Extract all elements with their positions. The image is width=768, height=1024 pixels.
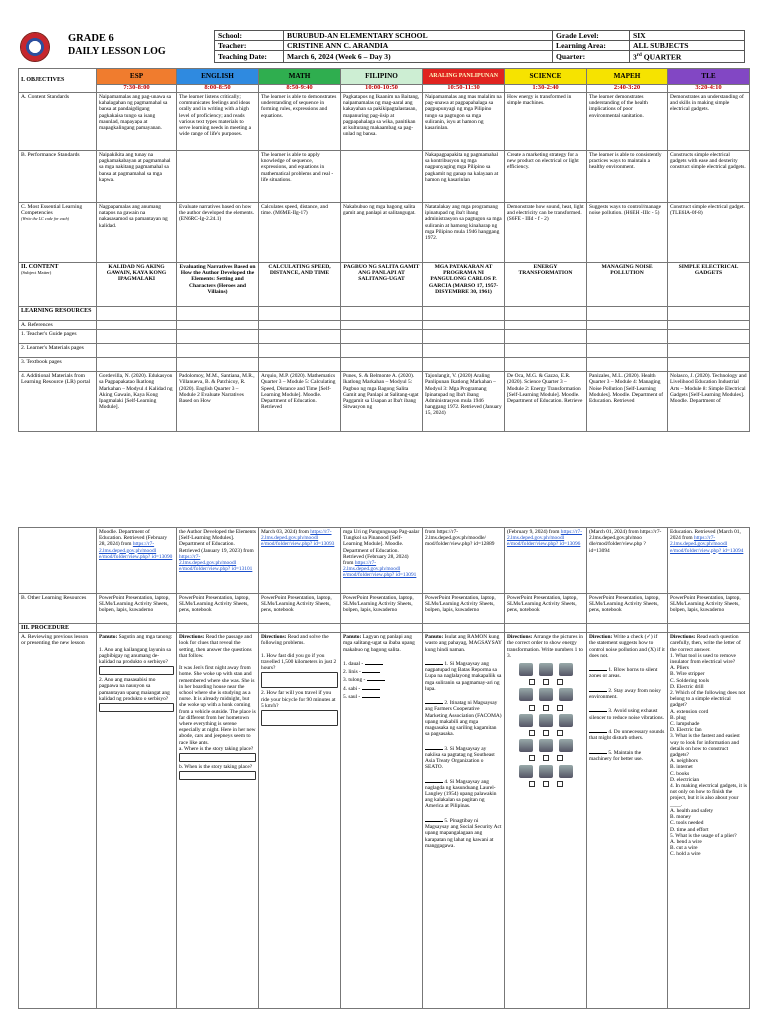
objectives-heading: I. OBJECTIVES bbox=[19, 69, 97, 93]
lesson-log-page-2 bbox=[18, 527, 749, 1013]
answer-box-math-2[interactable] bbox=[261, 710, 338, 726]
other-tle: PowerPoint Presentation, laptop, SLMs/Learning Activity Sheets, bolpen, lapis, kuwaderno bbox=[668, 594, 750, 624]
school-label: School: bbox=[215, 31, 284, 41]
deped-seal-icon bbox=[20, 32, 50, 62]
subject-header-filipino: FILIPINO bbox=[341, 69, 423, 85]
additional-cont-english: the Author Developed the Elements [Self-Learning Modules]. Department of Education. Retrieved (January 19, 2023) from https://r7-2.lms.deped.gov.ph/moodl e/mod/folder/view.php? id=13101 bbox=[177, 528, 259, 594]
quarter-value: 3rd QUARTER bbox=[630, 51, 745, 63]
perf-std-mapeh: The learner is able to consistently practices ways to maintain a healthy environment. bbox=[587, 151, 668, 203]
tle-question-list bbox=[670, 653, 747, 858]
time-math: 8:50-9:40 bbox=[259, 85, 341, 93]
time-esp: 7:30-8:00 bbox=[97, 85, 177, 93]
perf-std-filipino bbox=[341, 151, 423, 203]
subject-header-araling-panlipunan: ARALING PANLIPUNAN bbox=[423, 69, 505, 85]
answer-box-esp-1[interactable] bbox=[99, 666, 174, 675]
additional-esp: Gordevilla, N. (2020). Edukasyon sa Pagpapakatao Ikatlong Markahan – Modyul 4 Kalidad ng Aking Gawain, Kaya Kong Ipagmalaki [Self-Learning Module]. bbox=[97, 372, 177, 432]
perf-std-english bbox=[177, 151, 259, 203]
tle-item: D. electrician bbox=[670, 776, 700, 783]
additional-science: De Oca, M.G. & Gazzo, E.R. (2020). Science Quarter 3 – Module 2: Energy Transformation [Self-Learning Module]. Moodle. Department of Education. Retrieve bbox=[505, 372, 587, 432]
content-math: CALCULATING SPEED, DISTANCE, AND TIME bbox=[259, 263, 341, 307]
picture-icon bbox=[519, 765, 533, 778]
row-label-learners-materials: 2. Learner's Materials pages bbox=[19, 344, 97, 358]
review-tle: Directions: Read each question carefully, then, write the letter of the correct answer. 1. What tool is used to remove insulator from electrical wire? A. Pliers B. Wire stripper C. Soldering tools D. Electric drill 2. Which of the following does not belong to a simple electrical gadget? A. extension cord B. plug C. lampshade D. Electric fan 3. What is the fastest and easiest way to look for information and details on how to construct gadgets? A. neighbors B. internet C. books D. electrician 4. In making electrical gadgets, it is not only on how to finish the project, but it is also about your ____. A. health and safety B. money C. tools needed D. time and effort 5. What is the usage of a plier? A. bend a wire B. cut a wire C. hold a wire bbox=[668, 633, 750, 1009]
tle-item: C. Soldering tools bbox=[670, 677, 710, 684]
additional-cont-araling: from https://r7-2.lms.deped.gov.ph/moodle/ mod/folder/view.php? id=12889 bbox=[423, 528, 505, 594]
area-value: ALL SUBJECTS bbox=[630, 41, 745, 51]
tle-item: B. money bbox=[670, 814, 691, 821]
content-filipino: PAGBUO NG SALITA GAMIT ANG PANLAPI AT SALITANG-UGAT bbox=[341, 263, 423, 307]
link-filipino[interactable]: https://r7-2.lms.deped.gov.ph/moodl e/mod/folder/view.php? id=13091 bbox=[343, 560, 417, 579]
content-mapeh: MANAGING NOISE POLLUTION bbox=[587, 263, 668, 307]
grade-label: Grade Level: bbox=[553, 31, 630, 41]
tle-item: A. extension cord bbox=[670, 708, 709, 715]
content-std-esp: Naipamamalas ang pag-unawa sa kahalagahan ng pagmamahal sa bansa at pandaigdigang pagkakaisa tungo sa isang maunlad, mapayapa at mapagkalingang pamayanan. bbox=[97, 93, 177, 151]
tle-item: 2. Which of the following does not belong to a simple electrical gadget? bbox=[670, 690, 746, 709]
lesson-grid-page-1 bbox=[18, 68, 750, 432]
additional-araling: Tajonlangit, V. (2020) Araling Panlipunan Ikatlong Markahan – Modyul 3: Mga Programang Ipinatupad ng Iba't ibang Administrasyon mula 1946 hanggang 1972. Retrieved (January 15, 2024) bbox=[423, 372, 505, 432]
perf-std-math: The learner is able to apply knowledge of sequence, expressions, and equations in mathematical problems and real -life situations. bbox=[259, 151, 341, 203]
picture-icon bbox=[539, 714, 553, 727]
other-math: PowerPoint Presentation, laptop, SLMs/Learning Activity Sheets, pens, notebook bbox=[259, 594, 341, 624]
content-std-english: The learner listens critically; communicates feelings and ideas orally and in writing with a high level of proficiency; and reads various text types materials to serve learning needs in meeting a wide range of life's purposes. bbox=[177, 93, 259, 151]
tle-item: D. time and effort bbox=[670, 826, 709, 833]
row-label-melc bbox=[19, 203, 97, 263]
area-label: Learning Area: bbox=[553, 41, 630, 51]
time-filipino: 10:00-10:50 bbox=[341, 85, 423, 93]
answer-box-english-a[interactable] bbox=[179, 753, 256, 762]
tle-item: B. Wire stripper bbox=[670, 671, 705, 678]
answer-box-english-b[interactable] bbox=[179, 771, 256, 780]
picture-icon bbox=[519, 714, 533, 727]
picture-icon bbox=[539, 663, 553, 676]
perf-std-araling: Nakapagpapakita ng pagmamahal sa kontribusyon ng mga nagpunyaging mga Pilipino sa pagkamit ng ganap na kalayaan at hamon ng kasarinlan bbox=[423, 151, 505, 203]
energy-pictures bbox=[507, 662, 584, 789]
subject-header-tle: TLE bbox=[668, 69, 750, 85]
content-english: Evaluating Narratives Based on How the Author Developed the Elements: Setting and Characters (Heroes and Villains) bbox=[177, 263, 259, 307]
additional-mapeh: Panizales, M.L. (2020). Health Quarter 3 – Module 4: Managing Noise Pollution [Self-Learning Modules]. Moodle. Department of Education. Retrieved bbox=[587, 372, 668, 432]
content-note: (Subject Matter) bbox=[21, 270, 52, 276]
tle-item: B. cut a wire bbox=[670, 845, 698, 852]
picture-icon bbox=[519, 739, 533, 752]
additional-cont-math: March 03, 2024) from https://r7-2.lms.deped.gov.ph/moodl e/mod/folder/view.php? id=13093 bbox=[259, 528, 341, 594]
tle-item: C. tools needed bbox=[670, 820, 704, 827]
row-label-review: A. Reviewing previous lesson or presenting the new lesson bbox=[19, 633, 97, 1009]
tle-item: 3. What is the fastest and easiest way to look for information and details on how to construct gadgets? bbox=[670, 733, 740, 759]
review-esp: Panuto: Sagutin ang mga tanong: 1. Ano ang kailangang layunin sa pagbibigay ng anumang de-kalidad na produkto o serbisyo? 2. Ano ang masasabisi mo pagpawa na nauuyon sa pamantayan upang maiangat ang kalidad ng produkto o serbisyo? bbox=[97, 633, 177, 1009]
time-tle: 3:20-4:10 bbox=[668, 85, 750, 93]
additional-cont-filipino: mga Uri ng Pangungusap Pag-aalar Tungkol sa Pinanood [Self-Learning Module]. Moodle. Department of Education. Retrieved (February 28, 2024) from https://r7-2.lms.deped.gov.ph/moodl e/mod/folder/view.php? id=13091 bbox=[341, 528, 423, 594]
perf-std-esp: Naipakikita ang tunay na pagkamakabayan at pagmamahal sa mga nakitang pagmamahal sa bansa at pagmamahal sa mga kapwa. bbox=[97, 151, 177, 203]
picture-icon bbox=[519, 688, 533, 701]
subject-header-mapeh: MAPEH bbox=[587, 69, 668, 85]
review-english: Directions: Read the passage and look for clues that reveal the setting, then answer the questions that follow. It was Jen's first night away from home. She woke up with stan and remembered where she was. She is in her boarding house near the school where she is studying as a nurse. It is already midnight, but she woke up with a honk coming from a vehicle outside. The place is far different from her hometown where everything is serene especially at night. Here in her new abode, cars and jeepneys seem to race like ants. a. Where is the story taking place? b. When is the story taking place? bbox=[177, 633, 259, 1009]
row-label-content-standards: A. Content Standards bbox=[19, 93, 97, 151]
tle-item: D. Electric fan bbox=[670, 727, 702, 734]
review-filipino: Panuto: Lagyan ng panlapi ang mga salitang-ugat sa ibaba upang makabuo ng bagong salita. 1. daual - 2. linis - 3. tulong - 4. sabi - 5. saul - bbox=[341, 633, 423, 1009]
document-header bbox=[18, 30, 749, 64]
row-label-references: A. References bbox=[19, 321, 97, 330]
link-english[interactable]: https://r7-2.lms.deped.gov.ph/moodl e/mod/folder/view.php? id=13101 bbox=[179, 553, 253, 573]
tle-item: 1. What tool is used to remove insulator from electrical wire? bbox=[670, 652, 736, 666]
answer-box-math-1[interactable] bbox=[261, 672, 338, 688]
title-dll: DAILY LESSON LOG bbox=[68, 46, 166, 57]
time-araling: 10:50-11:30 bbox=[423, 85, 505, 93]
date-value: March 6, 2024 (Week 6 – Day 3) bbox=[284, 51, 553, 63]
content-esp: KALIDAD NG AKING GAWAIN, KAYA KONG IPAGMALAKI bbox=[97, 263, 177, 307]
page-gap bbox=[0, 508, 768, 520]
additional-math: Arquio, M.P. (2020). Mathematics Quarter 3 – Module 5: Calculating Speed, Distance and Time [Self-Learning Module]. Moodle. Department of Education. Retrieved bbox=[259, 372, 341, 432]
document-title bbox=[68, 32, 166, 58]
subject-header-math: MATH bbox=[259, 69, 341, 85]
picture-icon bbox=[559, 688, 573, 701]
subject-header-english: ENGLISH bbox=[177, 69, 259, 85]
link-esp[interactable]: https://r7-2.lms.deped.gov.ph/moodl e/mod/folder/view.php? id=13090 bbox=[99, 541, 173, 560]
additional-cont-tle: Education. Retrieved (March 01, 2024 from https://r7-2.lms.deped.gov.ph/moodl e/mod/folder/view.php? id=13094 bbox=[668, 528, 750, 594]
review-math: Directions: Read and solve the following problems. 1. How fast did you go if you travelled 1,500 kilometers in just 2 hours? 2. How far will you travel if you ride your bicycle for 90 minutes at 5 km/h? bbox=[259, 633, 341, 1009]
tle-item: D. Electric drill bbox=[670, 683, 704, 690]
content-std-filipino: Pagkatapos ng Ikaanim na Baitang, naipamamalas ng mag-aaral ang kakayahan sa pakikipagtalastasan, mapanuring pag-iisip at pagpapahalaga sa wika, panitikan at kulturang makaambag sa pag-unlad ng bansa. bbox=[341, 93, 423, 151]
teacher-value: CRISTINE ANN C. ARANDIA bbox=[284, 41, 553, 51]
content-label: II. CONTENT bbox=[21, 264, 59, 270]
subject-header-science: SCIENCE bbox=[505, 69, 587, 85]
melc-esp: Nagpapamalas ang anumang natapos na gawain na nakasasamod sa pamantayan ng kalidad. bbox=[97, 203, 177, 263]
content-std-math: The learner is able to demonstrates understanding of sequence in forming rules, expressions and equations. bbox=[259, 93, 341, 151]
date-label: Teaching Date: bbox=[215, 51, 284, 63]
picture-icon bbox=[539, 765, 553, 778]
melc-note: (Write the LC code for each) bbox=[21, 216, 70, 222]
tle-item: B. internet bbox=[670, 764, 693, 771]
row-label-additional-materials: 4. Additional Materials from Learning Resource (LR) portal bbox=[19, 372, 97, 432]
tle-item: 4. In making electrical gadgets, it is not only on how to finish the project, but it is also about your ____. bbox=[670, 783, 747, 808]
melc-math: Calculates speed, distance, and time. (M6ME-IIg-17) bbox=[259, 203, 341, 263]
picture-icon bbox=[539, 739, 553, 752]
other-mapeh: PowerPoint Presentation, laptop, SLMs/Learning Activity Sheets, pens, notebook bbox=[587, 594, 668, 624]
picture-icon bbox=[559, 714, 573, 727]
additional-tle: Nolasco, J. (2020). Technology and Livelihood Education Industrial Arts – Module 8: Simple Electrical Gadgets [Self-Learning Modules]. Moodle. Department of bbox=[668, 372, 750, 432]
other-science: PowerPoint Presentation, laptop, SLMs/Learning Activity Sheets, pens, notebook bbox=[505, 594, 587, 624]
row-label-other-resources: B. Other Learning Resources bbox=[19, 594, 97, 624]
melc-english: Evaluate narratives based on how the author developed the elements. (EN6RC-Ig-2.24.1) bbox=[177, 203, 259, 263]
school-value: BURUBUD-AN ELEMENTARY SCHOOL bbox=[284, 31, 553, 41]
picture-icon bbox=[559, 739, 573, 752]
link-science[interactable]: https://r7-2.lms.deped.gov.ph/moodl e/mod/folder/view.php? id=13096 bbox=[507, 529, 583, 548]
time-mapeh: 2:40-3:20 bbox=[587, 85, 668, 93]
review-science: Directions: Arrange the pictures in the correct order to show energy transformation. Write numbers 1 to 3. bbox=[505, 633, 587, 1009]
additional-cont-science: (February 9, 2024) from https://r7-2.lms.deped.gov.ph/moodl e/mod/folder/view.php? id=13096 bbox=[505, 528, 587, 594]
time-science: 1:30-2:40 bbox=[505, 85, 587, 93]
picture-icon bbox=[539, 688, 553, 701]
melc-tle: Construct simple electrical gadget. (TLE6IA-0f-8) bbox=[668, 203, 750, 263]
content-std-science: How energy is transformed in simple machines. bbox=[505, 93, 587, 151]
lesson-log-page-1 bbox=[18, 30, 749, 500]
other-araling: PowerPoint Presentation, laptop, SLMs/Learning Activity Sheets, bolpen, lapis, kuwaderno bbox=[423, 594, 505, 624]
picture-icon bbox=[559, 663, 573, 676]
other-esp: PowerPoint Presentation, laptop, SLMs/Learning Activity Sheets, bolpen, lapis, kuwaderno bbox=[97, 594, 177, 624]
review-mapeh: Direction: Write a check (✓) if the statement suggests how to control noise pollution and (X) if it does not. 1. Blow horns to silent zones or areas. 2. Stay away from noisy environment. 3. Avoid using exhaust silencer to reduce noise vibrations. 4. Do unnecessary sounds that might disturb others. 5. Maintain the machinery for better use. bbox=[587, 633, 668, 1009]
additional-filipino: Punes, S. & Belmonte A. (2020). Ikatlong Markahan – Modyul 5: Pagbuo ng mga Bagong Salita Gamit ang Panlapi at Salitang-ugat Paggamit sa Usapan at Iba't ibang Sitwasyon ng bbox=[341, 372, 423, 432]
content-science: ENERGY TRANSFORMATION bbox=[505, 263, 587, 307]
perf-std-science: Create a marketing strategy for a new product on electrical or light efficiency. bbox=[505, 151, 587, 203]
grade-value: SIX bbox=[630, 31, 745, 41]
row-label-teachers-guide: 1. Teacher's Guide pages bbox=[19, 330, 97, 344]
content-std-araling: Naipamamalas ang mas malalim na pag-unawa at pagpapahalaga sa pagpupunyagi ng mga Pilipino tungo sa pagtugon sa mga suliranin, isyu at hamon ng kasarinlan. bbox=[423, 93, 505, 151]
quarter-label: Quarter: bbox=[553, 51, 630, 63]
other-filipino: PowerPoint Presentation, laptop, SLMs/Learning Activity Sheets, bolpen, lapis, kuwaderno bbox=[341, 594, 423, 624]
content-tle: SIMPLE ELECTRICAL GADGETS bbox=[668, 263, 750, 307]
picture-icon bbox=[559, 765, 573, 778]
content-std-tle: Demonstrates an understanding of and skills in making simple electrical gadgets. bbox=[668, 93, 750, 151]
lesson-grid-page-2 bbox=[18, 527, 750, 1009]
procedure-heading: III. PROCEDURE bbox=[19, 624, 97, 633]
melc-mapeh: Suggests ways to control/manage noise pollution. (H6EH -IIIc - 5) bbox=[587, 203, 668, 263]
school-info-table bbox=[214, 30, 745, 63]
tle-item: A. neighbors bbox=[670, 758, 698, 765]
tle-item: A. health and safety bbox=[670, 807, 714, 814]
additional-english: Padolomoy, M.M., Santiana, M.R., Villanueva, B. & Patchicoy, R. (2020). English Quarter 3 – Module 2 Evaluate Narratives Based on How bbox=[177, 372, 259, 432]
additional-cont-mapeh: (March 01, 2024) from https://r7-2.lms.deped.gov.ph/moo dle/mod/folder/view.php ?id=13094 bbox=[587, 528, 668, 594]
subject-header-esp: ESP bbox=[97, 69, 177, 85]
row-label-textbook: 3. Textbook pages bbox=[19, 358, 97, 372]
tle-item: A. bend a wire bbox=[670, 838, 702, 845]
picture-icon bbox=[519, 663, 533, 676]
link-math[interactable]: https://r7-2.lms.deped.gov.ph/moodl e/mod/folder/view.php? id=13093 bbox=[261, 529, 335, 548]
time-english: 8:00-8:50 bbox=[177, 85, 259, 93]
title-grade: GRADE 6 bbox=[68, 33, 114, 44]
content-std-mapeh: The learner demonstrates understanding of the health implications of poor environmental sanitation. bbox=[587, 93, 668, 151]
link-tle[interactable]: https://r7-2.lms.deped.gov.ph/moodl e/mod/folder/view.php? id=13094 bbox=[670, 535, 744, 554]
tle-item: B. plug bbox=[670, 714, 686, 721]
melc-label: C. Most Essential Learning Competencies bbox=[21, 204, 83, 217]
tle-item: 5. What is the usage of a plier? bbox=[670, 832, 737, 839]
answer-box-esp-2[interactable] bbox=[99, 703, 174, 712]
tle-item: C. hold a wire bbox=[670, 851, 701, 858]
row-label-performance-standards: B. Performance Standards bbox=[19, 151, 97, 203]
review-araling: Panuto: Isulat ang RAMON kung wasto ang pahayag, MAGSAYSAY kung hindi naman. 1. Si Magsaysay ang nagpatupad ng Batas Reporma sa Lupa na naglalayong makapaliik sa mga suliranin sa pagmamay-ari ng lupa. 2. Itinatag ni Magsaysay ang Farmers Cooperative Marketing Association (FACOMA) upang makabili ang mga magsasaka ng sariling kagamitan sa pagsasaka. 3. Si Magsaysay ay nakiisa sa pagtatag ng Southeast Asia Treaty Organization o SEATO. 4. Si Magsaysay ang naglagda ng kasunduang Laurel-Langley (1954) upang palawakin ang kalakalan sa pagitan ng America at Pilipinas. 5. Pinagtibay ni Magsaysay ang Social Security Act upang mapangalagaan ang karapatan ng lahat ng kawani at manggagawa. bbox=[423, 633, 505, 1009]
row-label-learning-resources: LEARNING RESOURCES bbox=[19, 307, 97, 321]
content-araling: MGA PATAKARAN AT PROGRAMA NI PANGULONG CARLOS P. GARCIA (MARSO 17, 1957- DISYEMBRE 30, 1961) bbox=[423, 263, 505, 307]
teacher-label: Teacher: bbox=[215, 41, 284, 51]
tle-item: C. lampshade bbox=[670, 721, 700, 728]
tle-item: A. Pliers bbox=[670, 665, 689, 672]
perf-std-tle: Constructs simple electrical gadgets with ease and dexterity construct simple electrical gadgets. bbox=[668, 151, 750, 203]
tle-item: C. books bbox=[670, 770, 690, 777]
melc-araling: Natatalakay ang mga programang ipinatupad ng iba't ibang administrasyon sa pagtugon sa mga suliranin at hamong kinaharap ng mga Pilipino mula 1946 hanggang 1972. bbox=[423, 203, 505, 263]
other-english: PowerPoint Presentation, laptop, SLMs/Learning Activity Sheets, pens, notebook bbox=[177, 594, 259, 624]
additional-cont-esp: Moodle. Department of Education. Retrieved (February 28, 2024) from https://r7-2.lms.deped.gov.ph/moodl e/mod/folder/view.php? id=13090 bbox=[97, 528, 177, 594]
row-label-content bbox=[19, 263, 97, 307]
melc-filipino: Nakabubuo ng mga bagong salita gamit ang panlapi at salitangugat. bbox=[341, 203, 423, 263]
melc-science: Demonstrate how sound, heat, light and electricity can be transformed. (S6FE - IIId - f - 2) bbox=[505, 203, 587, 263]
